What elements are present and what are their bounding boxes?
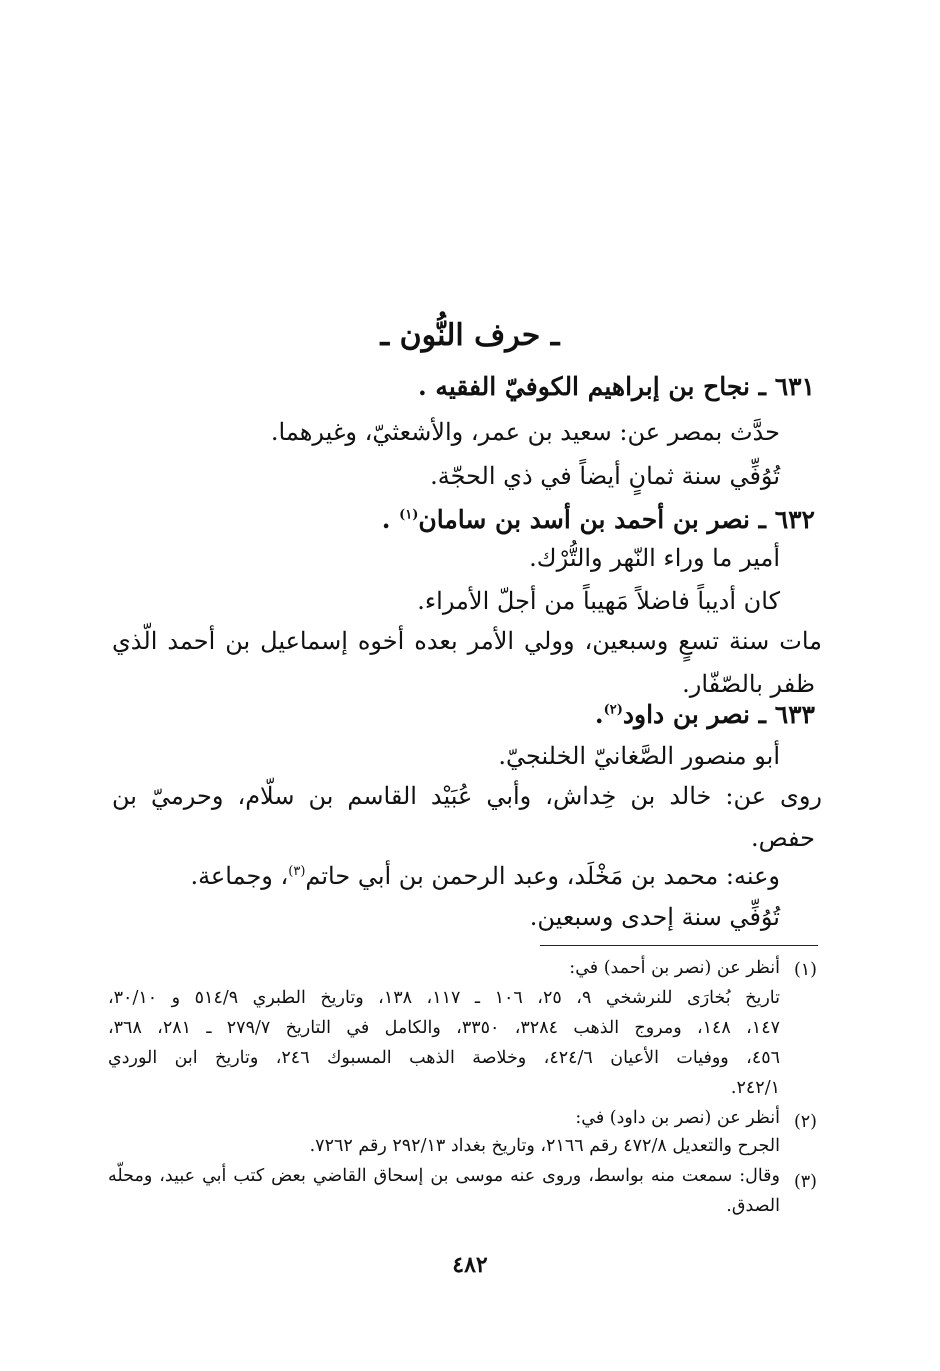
footnote-ref: (٢) [603,702,623,718]
footnote-number: (٣) [793,1172,817,1192]
chapter-title: ـ حرف النُّون ـ [380,318,560,353]
entry-line: ظفر بالصّفّار. [682,670,815,698]
footnote-ref: (٣) [288,864,306,879]
footnote-line: تاريخ بُخارَى للنرشخي ٩، ٢٥، ١٠٦ ـ ١١٧، ١٣٨، وتاريخ الطبري ٥١٤/٩ و ٣٠/١٠، [108,988,780,1008]
entry-heading [595,700,815,729]
footnote-number: (١) [793,960,817,980]
footnote-line: وقال: سمعت منه بواسط، وروى عنه موسى بن إسحاق القاضي بعض كتب أبي عبيد، ومحلّه [108,1166,780,1186]
entry-heading-end: . [381,505,400,534]
entry-heading-text: ٦٣٣ ـ نصر بن داود [622,700,815,729]
footnote-line: ١٤٧، ١٤٨، ومروج الذهب ٣٢٨٤، ٣٣٥٠، والكامل في التاريخ ٢٧٩/٧ ـ ٢٨١، ٣٦٨، [108,1018,780,1038]
entry-line-end: ، وجماعة. [190,862,289,890]
entry-line [190,862,780,890]
footnote-line: الصدق. [726,1196,780,1216]
entry-line: حفص. [750,824,815,852]
entry-line: أمير ما وراء النّهر والتُّرْك. [529,544,780,572]
page-number: ٤٨٢ [452,1252,488,1278]
entry-heading-text: ٦٣٢ ـ نصر بن أحمد بن أسد بن سامان [418,505,815,534]
entry-heading [382,505,815,534]
entry-line: كان أديباً فاضلاً مَهيباً من أجلّ الأمراء. [417,587,780,615]
entry-line: أبو منصور الصَّغانيّ الخلنجيّ. [498,742,780,770]
entry-line: تُوُفِّي سنة ثمانٍ أيضاً في ذي الحجّة. [430,462,780,490]
footnote-divider [540,945,818,946]
footnote-line: أنظر عن (نصر بن أحمد) في: [569,958,780,978]
footnote-line: ٤٥٦، ووفيات الأعيان ٤٢٤/٦، وخلاصة الذهب المسبوك ٢٤٦، وتاريخ ابن الوردي [108,1048,781,1068]
entry-line: تُوُفِّي سنة إحدى وسبعين. [529,903,780,931]
entry-line: حدَّث بمصر عن: سعيد بن عمر، والأشعثيّ، وغيرهما. [270,418,780,446]
entry-heading: ٦٣١ ـ نجاح بن إبراهيم الكوفيّ الفقيه . [418,372,815,401]
footnote-line: أنظر عن (نصر بن داود) في: [575,1108,780,1128]
footnote-number: (٢) [793,1112,817,1132]
entry-line: مات سنة تسعٍ وسبعين، وولي الأمر بعده أخوه إسماعيل بن أحمد الّذي [112,627,822,655]
entry-heading-end: . [594,700,604,729]
footnote-ref: (١) [399,507,419,523]
entry-line: روى عن: خالد بن خِداش، وأبي عُبَيْد القاسم بن سلّام، وحرميّ بن [112,782,822,810]
footnote-line: الجرح والتعديل ٤٧٢/٨ رقم ٢١٦٦، وتاريخ بغداد ٢٩٢/١٣ رقم ٧٢٦٢. [309,1136,780,1156]
entry-line-text: وعنه: محمد بن مَخْلَد، وعبد الرحمن بن أبي حاتم [305,862,780,890]
footnote-line: ٢٤٢/١. [730,1078,780,1098]
